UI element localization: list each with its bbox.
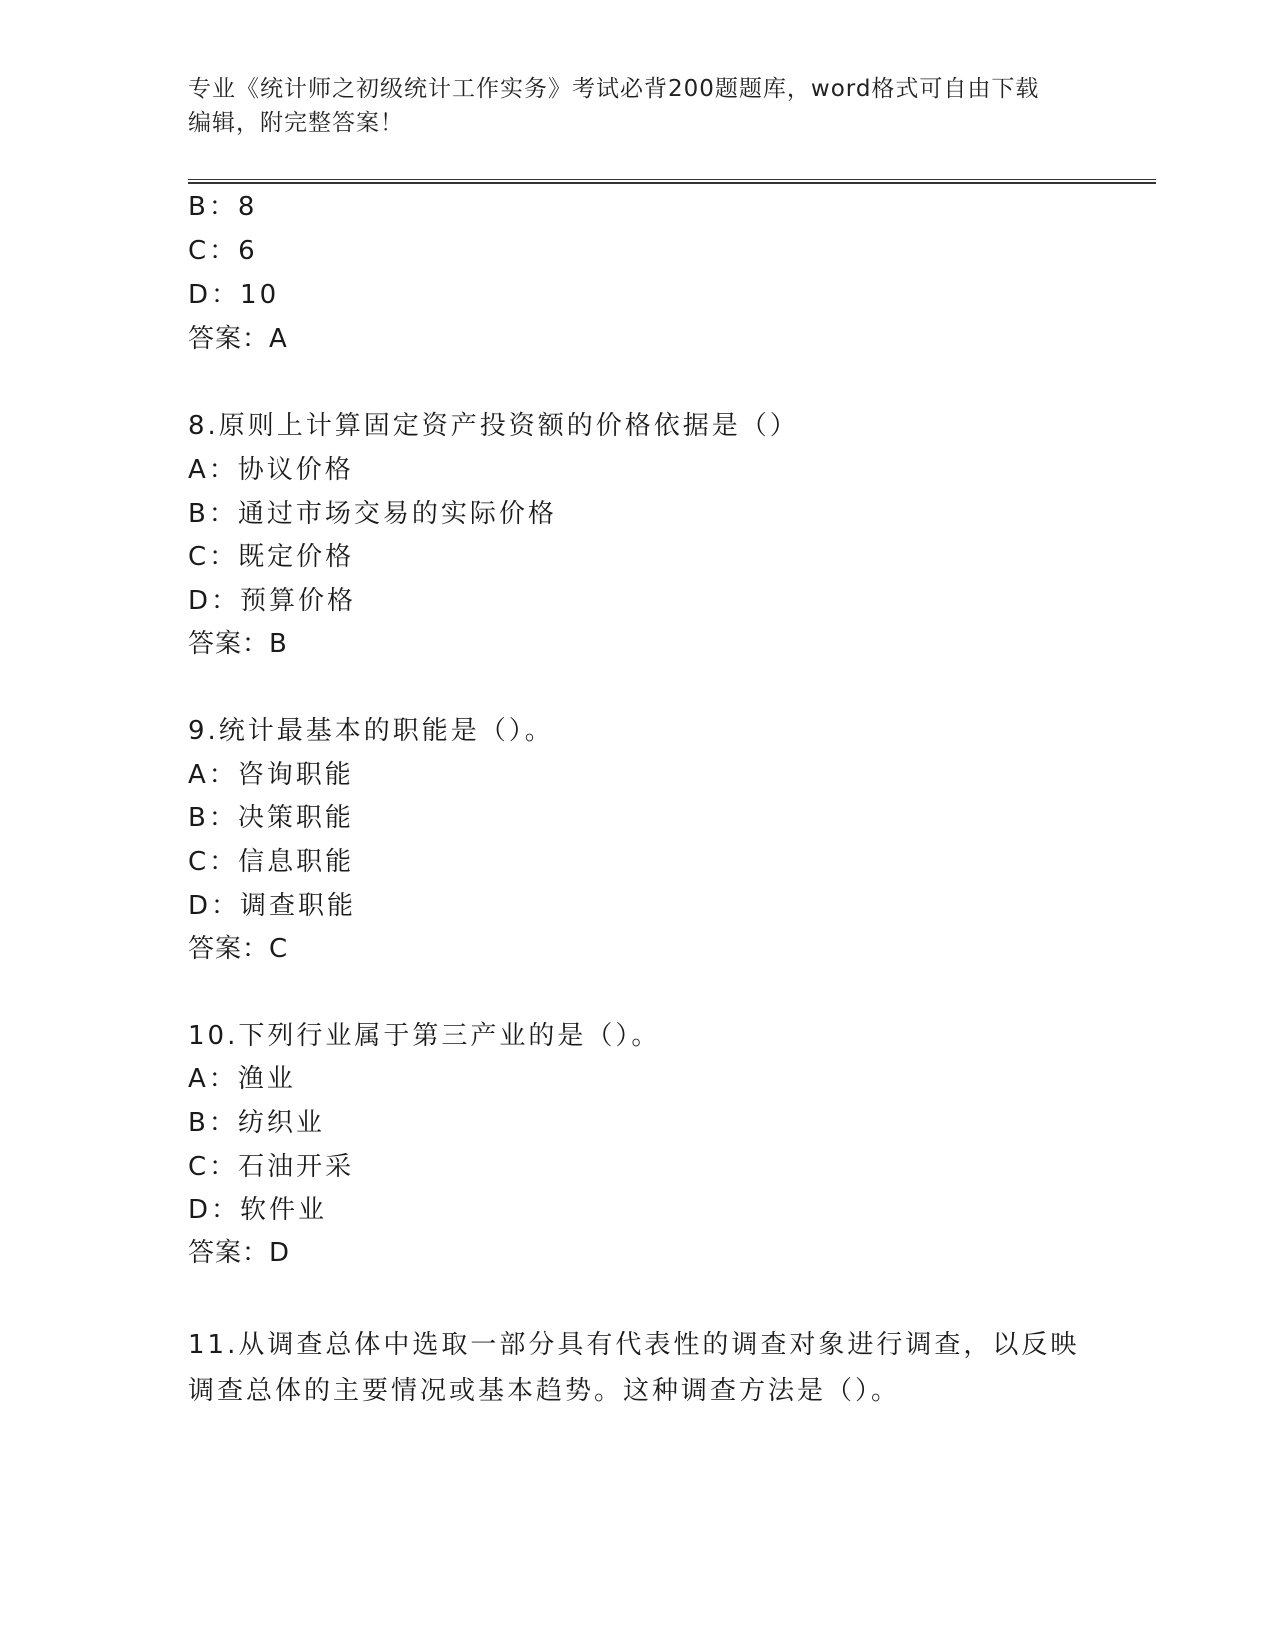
q7-option-c: C：6 [188,236,258,266]
q9-option-d: D：调查职能 [188,891,357,921]
q9-option-a: A：咨询职能 [188,760,354,790]
header-title-line2: 编辑，附完整答案！ [188,110,404,136]
q7-option-d: D：10 [188,280,280,310]
q8-option-d: D：预算价格 [188,586,357,616]
document-header [188,72,1088,140]
q8-option-b: B：通过市场交易的实际价格 [188,499,557,529]
q10-option-a: A：渔业 [188,1064,296,1094]
q8-option-a: A：协议价格 [188,455,354,485]
header-divider-thin [188,179,1156,180]
header-title-line1: 专业《统计师之初级统计工作实务》考试必背200题题库，word格式可自由下载 [188,76,1040,102]
q9-option-c: C：信息职能 [188,847,355,877]
q11-question [188,1322,1088,1414]
q10-question: 10.下列行业属于第三产业的是（）。 [188,1021,661,1051]
q10-option-d: D：软件业 [188,1195,328,1225]
header-divider-thick [188,182,1156,184]
q7-option-b: B：8 [188,192,258,222]
q9-question: 9.统计最基本的职能是（）。 [188,716,554,746]
q8-question: 8.原则上计算固定资产投资额的价格依据是（） [188,411,799,441]
q9-option-b: B：决策职能 [188,803,354,833]
q9-answer: 答案：C [188,934,289,964]
q8-answer: 答案：B [188,629,288,659]
q8-option-c: C：既定价格 [188,542,355,572]
q10-option-b: B：纺织业 [188,1108,325,1138]
q10-answer: 答案：D [188,1238,291,1268]
q10-option-c: C：石油开采 [188,1152,355,1182]
q11-question-line1: 11.从调查总体中选取一部分具有代表性的调查对象进行调查，以反映 [188,1330,1080,1360]
q7-answer: 答案：A [188,324,288,354]
q11-question-line2: 调查总体的主要情况或基本趋势。这种调查方法是（）。 [188,1376,901,1406]
